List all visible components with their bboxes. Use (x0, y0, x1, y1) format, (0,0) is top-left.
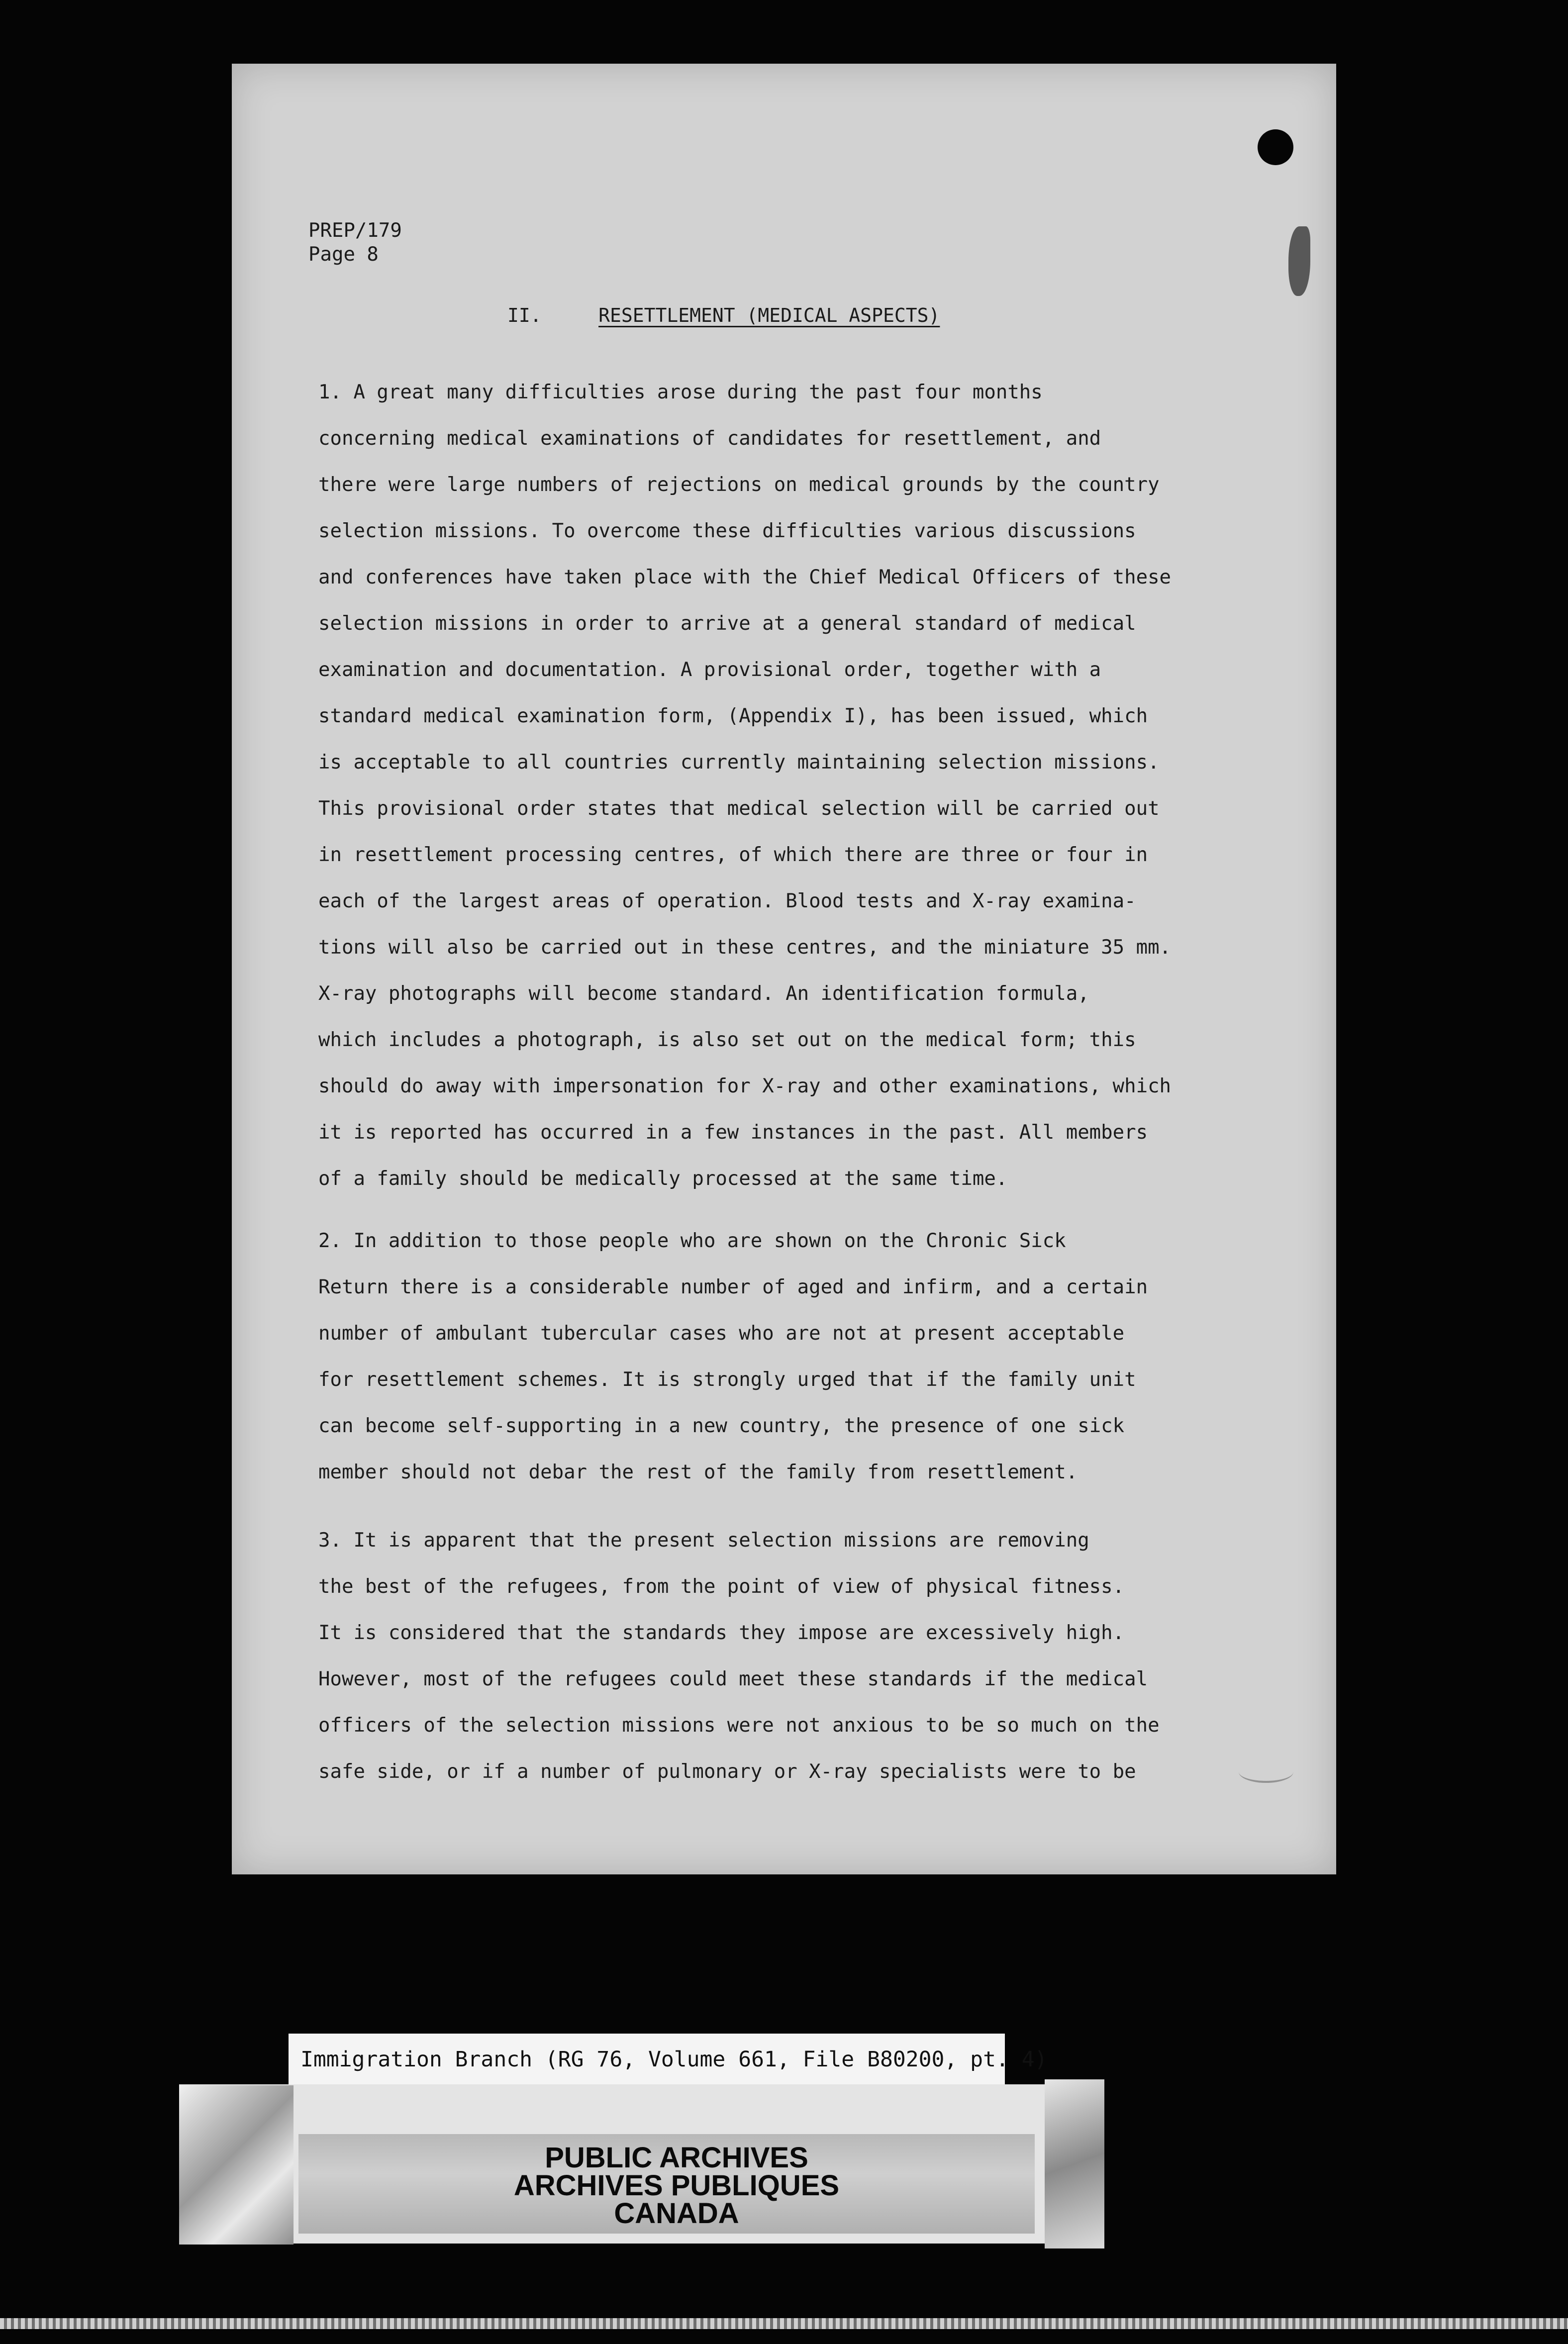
text-line: Return there is a considerable number of aged and infirm, and a certain (318, 1276, 1148, 1298)
stamp-flap-right (1045, 2079, 1104, 2248)
text-line: 3. It is apparent that the present selection missions are removing (318, 1529, 1089, 1552)
text-line: selection missions in order to arrive at a general standard of medical (318, 612, 1136, 635)
page-number: Page 8 (308, 243, 379, 266)
reference-code: PREP/179 (308, 219, 402, 242)
section-heading (507, 303, 940, 327)
text-line: examination and documentation. A provisional order, together with a (318, 659, 1101, 681)
text-line: X-ray photographs will become standard. An identification formula, (318, 982, 1089, 1005)
text-line: number of ambulant tubercular cases who are not at present acceptable (318, 1322, 1125, 1345)
text-line: is acceptable to all countries currently maintaining selection missions. (318, 751, 1160, 774)
text-line: for resettlement schemes. It is strongly urged that if the family unit (318, 1368, 1136, 1391)
text-line: can become self-supporting in a new country, the presence of one sick (318, 1415, 1125, 1437)
punch-hole (1258, 129, 1293, 165)
text-line: and conferences have taken place with the Chief Medical Officers of these (318, 566, 1172, 588)
text-line: safe side, or if a number of pulmonary or X-ray specialists were to be (318, 1760, 1136, 1783)
archive-caption: Immigration Branch (RG 76, Volume 661, File B80200, pt. 4) (289, 2034, 1005, 2085)
text-line: it is reported has occurred in a few instances in the past. All members (318, 1121, 1148, 1144)
text-line: selection missions. To overcome these difficulties various discussions (318, 520, 1136, 542)
text-line: should do away with impersonation for X-ray and other examinations, which (318, 1075, 1172, 1097)
stamp-line: CANADA (614, 2197, 739, 2230)
text-line: the best of the refugees, from the point of view of physical fitness. (318, 1575, 1125, 1598)
text-line: member should not debar the rest of the family from resettlement. (318, 1461, 1078, 1483)
text-line: tions will also be carried out in these centres, and the miniature 35 mm. (318, 936, 1172, 959)
text-line: 1. A great many difficulties arose during the past four months (318, 381, 1043, 403)
text-line: each of the largest areas of operation. Blood tests and X-ray examina- (318, 890, 1136, 912)
section-number: II. (507, 304, 542, 326)
text-line: This provisional order states that medical selection will be carried out (318, 797, 1160, 820)
stamp-line: PUBLIC ARCHIVES (545, 2142, 808, 2174)
document-reference (308, 219, 402, 267)
paragraph-2 (318, 1218, 1209, 1495)
text-line: concerning medical examinations of candidates for resettlement, and (318, 427, 1101, 450)
paragraph-3 (318, 1517, 1209, 1795)
text-line: standard medical examination form, (Appendix I), has been issued, which (318, 705, 1148, 727)
text-line: officers of the selection missions were not anxious to be so much on the (318, 1714, 1160, 1737)
film-edge-strip (0, 2318, 1568, 2329)
text-line: It is considered that the standards they impose are excessively high. (318, 1622, 1125, 1644)
section-title: RESETTLEMENT (MEDICAL ASPECTS) (598, 304, 940, 326)
text-line: However, most of the refugees could meet these standards if the medical (318, 1668, 1148, 1690)
margin-smudge (1239, 1761, 1293, 1783)
archive-stamp-text (428, 2144, 925, 2228)
text-line: 2. In addition to those people who are shown on the Chronic Sick (318, 1230, 1066, 1252)
text-line: which includes a photograph, is also set out on the medical form; this (318, 1029, 1136, 1051)
text-line: in resettlement processing centres, of which there are three or four in (318, 844, 1148, 866)
text-line: of a family should be medically processed at the same time. (318, 1168, 1008, 1190)
text-line: there were large numbers of rejections on medical grounds by the country (318, 474, 1160, 496)
staple-mark (1288, 226, 1310, 296)
paragraph-1 (318, 369, 1209, 1202)
stamp-flap-left (179, 2085, 294, 2245)
stamp-line: ARCHIVES PUBLIQUES (513, 2169, 840, 2202)
